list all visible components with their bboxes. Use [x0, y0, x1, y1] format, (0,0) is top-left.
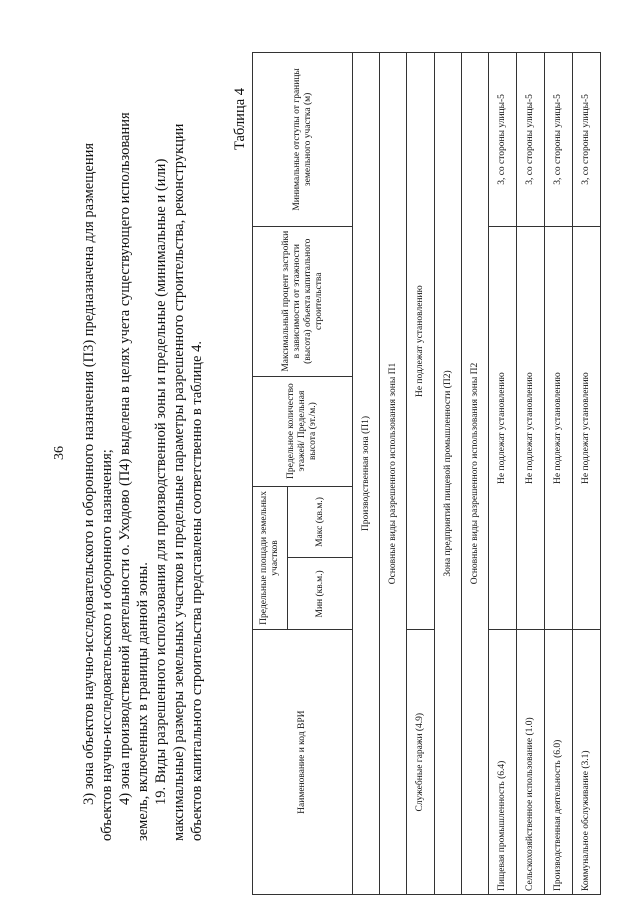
row-setback: 3, со стороны улицы-5 — [489, 53, 517, 227]
header-coverage: Максимальный процент застройки в зависимости от этажности (высота) объекта капитального строительства — [253, 226, 353, 376]
zoning-table — [252, 52, 601, 895]
paragraph-line: объектов капитального строительства представлены соответственно в таблице 4. — [189, 341, 205, 841]
paragraph-line: 19. Виды разрешенного использования для производственной зоны и предельные (минимальные и (или) — [153, 158, 169, 805]
paragraph-line: объектов научно-исследовательского и оборонного назначения; — [99, 449, 115, 841]
page-number: 36 — [52, 446, 67, 460]
row-value: Не подлежат установлению — [573, 226, 601, 630]
zone-p2-heading: Зона предприятий пищевой промышленности (П2) — [435, 53, 462, 895]
main-p2-heading: Основные виды разрешенного использования зоны П2 — [462, 53, 489, 895]
header-setbacks: Минимальные отступы от границы земельного участка (м) — [253, 53, 353, 227]
header-floors: Предельное количество этажей/ Предельная высота (эт./м.) — [253, 376, 353, 486]
row-name: Коммунальное обслуживание (3.1) — [573, 630, 601, 895]
header-max: Макс (кв.м.) — [288, 486, 353, 558]
paragraph-line: 4) зона производственной деятельности о. Уходово (П4) выделена в целях учета существующего использования — [117, 112, 133, 805]
table-caption: Таблица 4 — [232, 87, 248, 150]
header-name: Наименование и код ВРИ — [253, 630, 353, 895]
row-value: Не подлежат установлению — [407, 53, 435, 630]
main-p1-heading: Основные виды разрешенного использования зоны П1 — [380, 53, 407, 895]
row-setback: 3, со стороны улицы-5 — [545, 53, 573, 227]
row-setback: 3, со стороны улицы-5 — [573, 53, 601, 227]
header-area: Предельные площади земельных участков — [253, 486, 288, 630]
row-value: Не подлежат установлению — [517, 226, 545, 630]
paragraph-line: 3) зона объектов научно-исследовательского и оборонного назначения (П3) предназначена для размещения — [81, 142, 97, 805]
row-name: Производственная деятельность (6.0) — [545, 630, 573, 895]
row-setback: 3, со стороны улицы-5 — [517, 53, 545, 227]
row-name: Служебные гаражи (4.9) — [407, 630, 435, 895]
zone-p1-heading: Производственная зона (П1) — [353, 53, 380, 895]
row-name: Пищевая промышленность (6.4) — [489, 630, 517, 895]
row-value: Не подлежат установлению — [545, 226, 573, 630]
paragraph-line: максимальные) размеры земельных участков и предельные параметры разрешенного строительства, реконструкции — [171, 123, 187, 841]
header-min: Мин (кв.м.) — [288, 558, 353, 630]
row-value: Не подлежат установлению — [489, 226, 517, 630]
row-name: Сельскохозяйственное использование (1.0) — [517, 630, 545, 895]
paragraph-line: земель, включенных в границы данной зоны. — [135, 562, 151, 841]
